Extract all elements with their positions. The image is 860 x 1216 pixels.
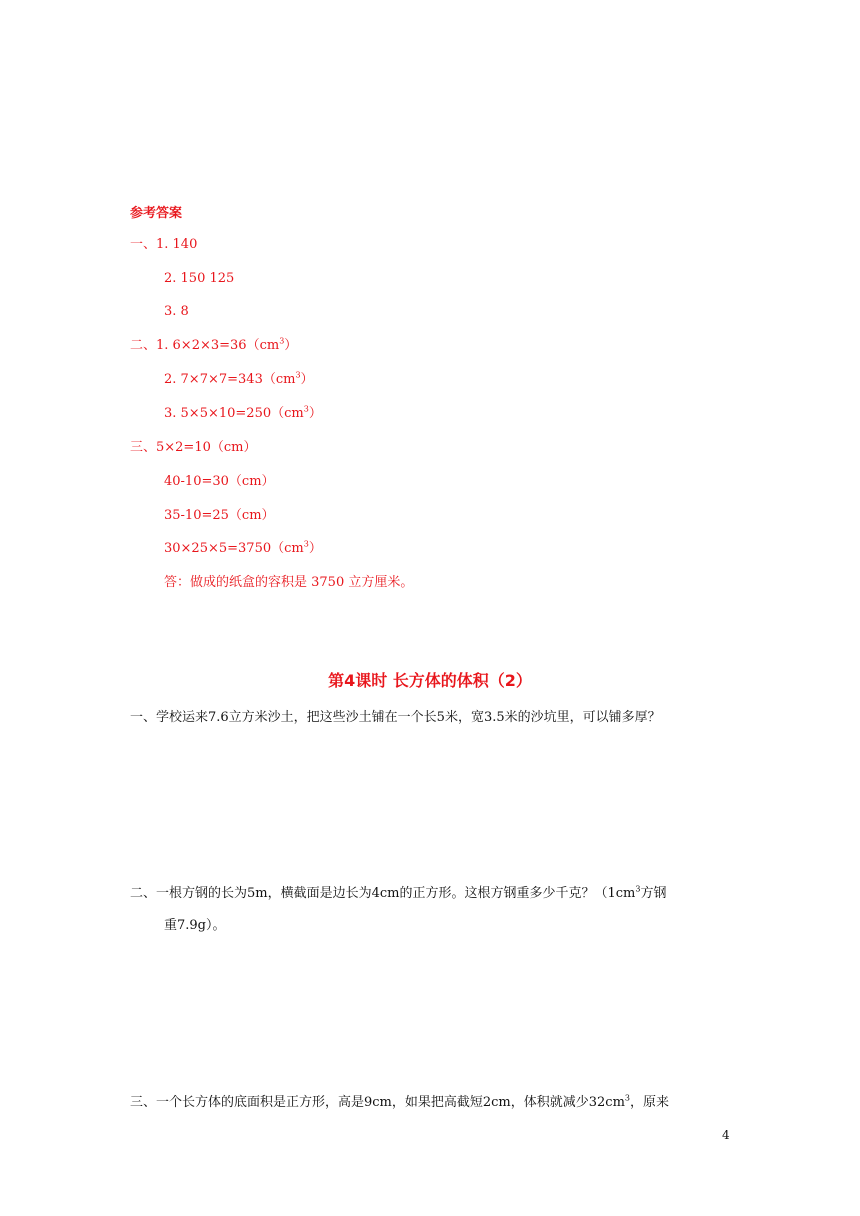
answer-2-2	[164, 371, 314, 389]
lesson-title: 第4课时 长方体的体积（2）	[328, 671, 532, 690]
answer-2-2-text: 2. 7×7×7=343（cm	[164, 372, 296, 387]
answer-2-1	[130, 337, 297, 355]
problem-2-line-1-text: 二、一根方钢的长为5m，横截面是边长为4cm的正方形。这根方钢重多少千克？（1cm	[130, 886, 636, 901]
answer-3-line-4	[164, 540, 322, 558]
answer-2-3-sup: 3	[303, 404, 309, 414]
problem-2-line-2: 重7.9g）。	[164, 918, 226, 933]
answer-1-1: 一、1. 140	[130, 237, 198, 252]
answer-3-line-4-sup: 3	[303, 539, 309, 549]
answer-2-2-sup: 3	[295, 370, 301, 380]
answer-3-line-1: 三、5×2=10（cm）	[130, 440, 257, 455]
page-number: 4	[722, 1128, 730, 1142]
answer-2-3	[164, 405, 322, 423]
answer-3-line-2: 40-10=30（cm）	[164, 474, 275, 489]
answer-3-line-4-text: 30×25×5=3750（cm	[164, 541, 304, 556]
problem-2-line-1	[130, 885, 666, 903]
answer-3-conclusion: 答：做成的纸盒的容积是 3750 立方厘米。	[164, 575, 414, 590]
problem-1: 一、学校运来7.6立方米沙土，把这些沙土铺在一个长5米，宽3.5米的沙坑里，可以铺多厚？	[130, 710, 661, 725]
problem-3-sup: 3	[624, 1093, 631, 1103]
answer-2-1-sup: 3	[279, 336, 285, 346]
answer-3-line-4-close: ）	[308, 541, 322, 556]
problem-3-tail: ，原来	[630, 1095, 670, 1110]
problem-2-line-1-tail: 方钢	[640, 886, 667, 901]
problem-3	[130, 1094, 669, 1112]
answers-heading: 参考答案	[130, 206, 183, 221]
problem-3-text: 三、一个长方体的底面积是正方形，高是9cm，如果把高截短2cm，体积就减少32cm	[130, 1095, 625, 1110]
answer-2-2-close: ）	[300, 372, 314, 387]
answer-2-1-close: ）	[284, 338, 298, 353]
answer-3-line-3: 35-10=25（cm）	[164, 508, 275, 523]
answer-1-3: 3. 8	[164, 304, 189, 319]
answer-2-3-text: 3. 5×5×10=250（cm	[164, 406, 304, 421]
answer-2-1-text: 二、1. 6×2×3=36（cm	[130, 338, 280, 353]
answer-2-3-close: ）	[308, 406, 322, 421]
problem-2-line-1-sup: 3	[635, 884, 641, 894]
answer-1-2: 2. 150 125	[164, 271, 235, 286]
